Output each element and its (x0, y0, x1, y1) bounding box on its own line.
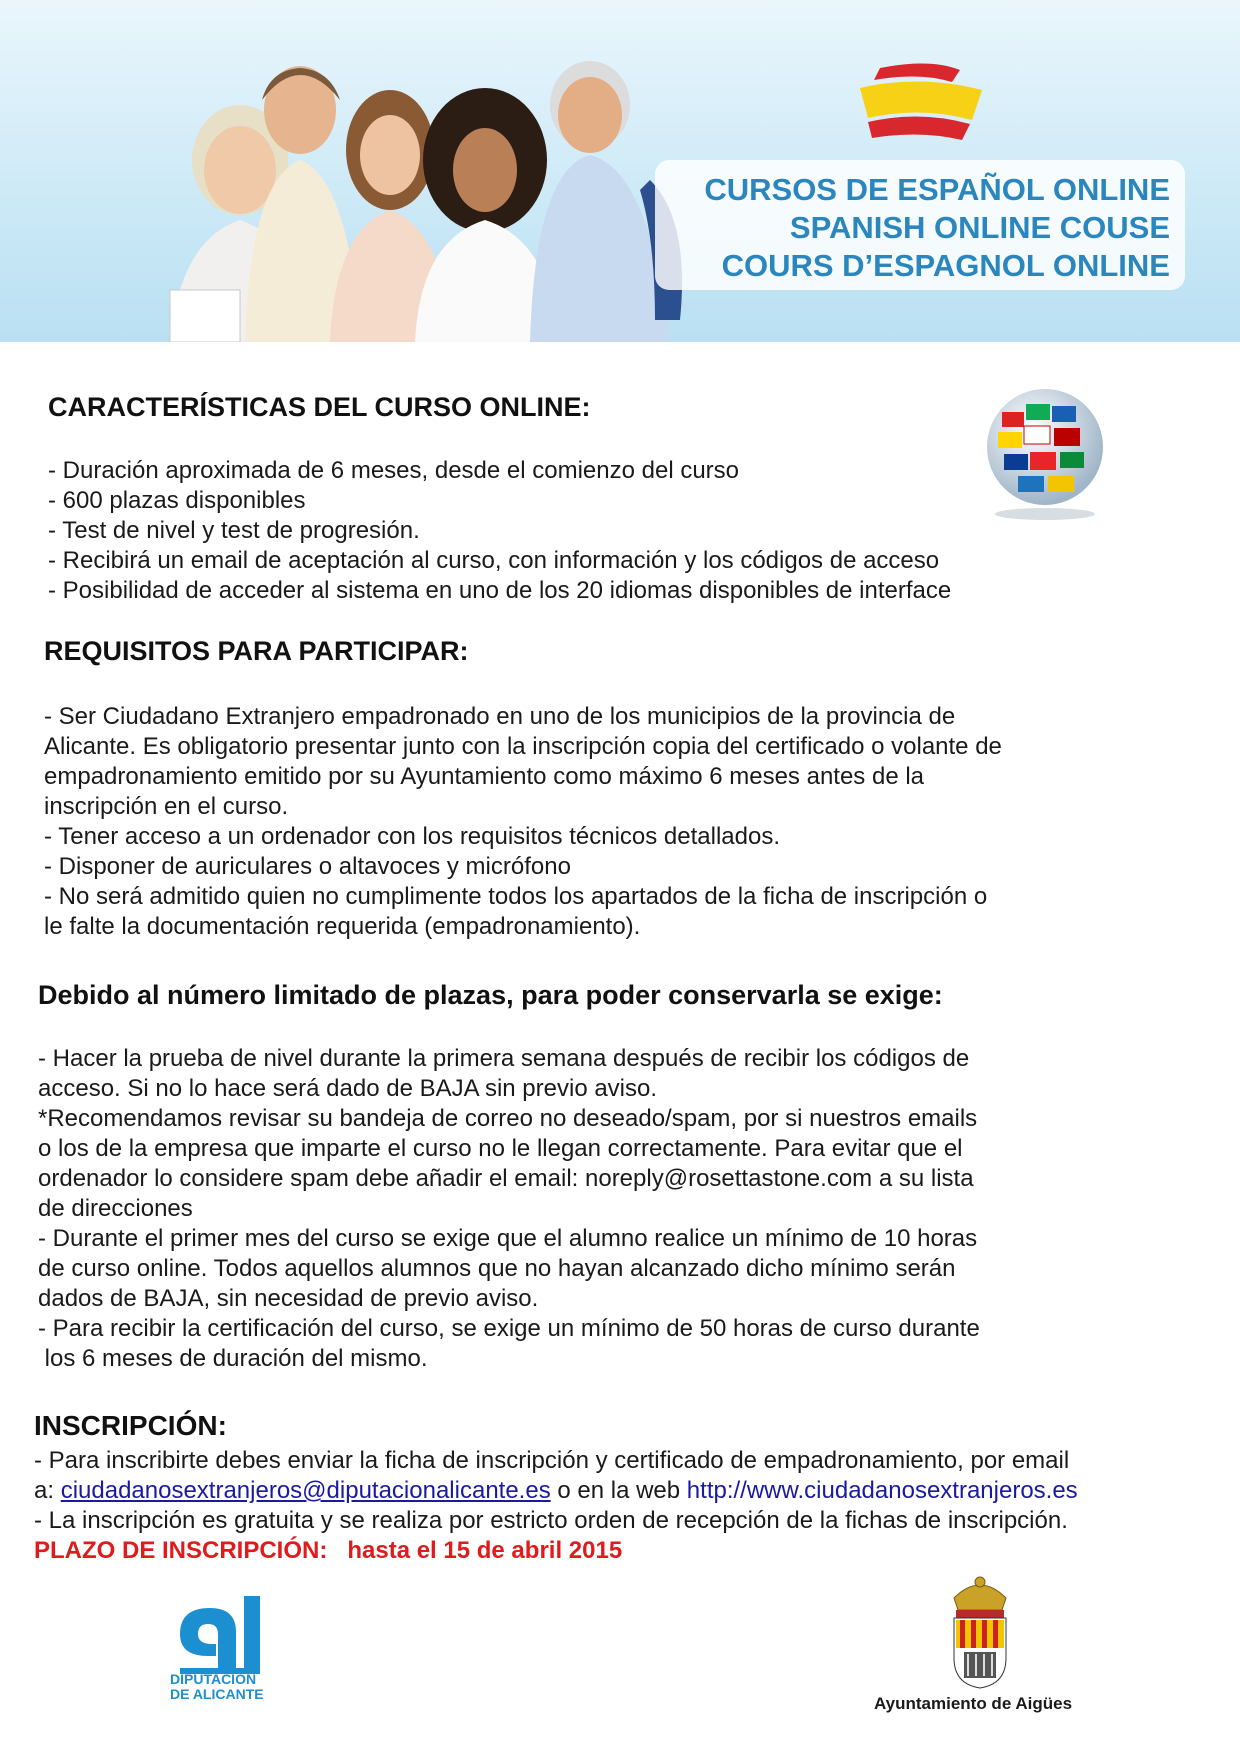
requirements-line: empadronamiento emitido por su Ayuntamiento como máximo 6 meses antes de la (44, 763, 925, 790)
inscription-prefix: a: (34, 1477, 61, 1504)
requirements-line: - Ser Ciudadano Extranjero empadronado en uno de los municipios de la provincia de (44, 703, 956, 730)
email-link[interactable]: ciudadanosextranjeros@diputacionalicante.es (60, 1477, 551, 1504)
feature-item: - Test de nivel y test de progresión. (48, 517, 420, 544)
limited-line: - Durante el primer mes del curso se exige que el alumno realice un mínimo de 10 horas (38, 1225, 978, 1252)
inscription-heading: INSCRIPCIÓN: (34, 1410, 227, 1441)
features-heading: CARACTERÍSTICAS DEL CURSO ONLINE: (48, 392, 591, 422)
limited-line: los 6 meses de duración del mismo. (38, 1345, 428, 1372)
flags-globe-icon (980, 382, 1105, 522)
requirements-line: - No será admitido quien no cumplimente todos los apartados de la ficha de inscripción o (44, 883, 988, 910)
limited-line: dados de BAJA, sin necesidad de previo aviso. (38, 1285, 539, 1312)
feature-item: - Duración aproximada de 6 meses, desde el comienzo del curso (48, 457, 740, 484)
inscription-contact-line (34, 1476, 1078, 1506)
limited-line: o los de la empresa que imparte el curso no le llegan correctamente. Para evitar que el (38, 1135, 963, 1162)
limited-line: acceso. Si no lo hace será dado de BAJA sin previo aviso. (38, 1075, 658, 1102)
website-link[interactable]: http://www.ciudadanosextranjeros.es (686, 1477, 1078, 1504)
limited-line: - Para recibir la certificación del curso, se exige un mínimo de 50 horas de curso durante (38, 1315, 980, 1342)
limited-line: *Recomendamos revisar su bandeja de correo no deseado/spam, por si nuestros emails (38, 1105, 978, 1132)
limited-line: de curso online. Todos aquellos alumnos que no hayan alcanzado dicho mínimo serán (38, 1255, 956, 1282)
requirements-line: inscripción en el curso. (44, 793, 289, 820)
feature-item: - Recibirá un email de aceptación al curso, con información y los códigos de acceso (48, 547, 940, 574)
feature-item: - Posibilidad de acceder al sistema en uno de los 20 idiomas disponibles de interface (48, 577, 952, 604)
ayuntamiento-name: Ayuntamiento de Aigües (874, 1694, 1073, 1713)
title-english: SPANISH ONLINE COUSE (789, 210, 1170, 245)
inscription-line: - Para inscribirte debes enviar la ficha de inscripción y certificado de empadronamiento, por email (34, 1447, 1070, 1474)
title-french: COURS D’ESPAGNOL ONLINE (721, 248, 1170, 283)
deadline-text: PLAZO DE INSCRIPCIÓN: hasta el 15 de abril 2015 (34, 1537, 623, 1564)
inscription-line: - La inscripción es gratuita y se realiza por estricto orden de recepción de la fichas de inscripción. (34, 1507, 1068, 1534)
students-photo (150, 40, 710, 342)
requirements-heading: REQUISITOS PARA PARTICIPAR: (44, 636, 469, 666)
limited-line: - Hacer la prueba de nivel durante la primera semana después de recibir los códigos de (38, 1045, 970, 1072)
requirements-line: le falte la documentación requerida (empadronamiento). (44, 913, 641, 940)
title-spanish: CURSOS DE ESPAÑOL ONLINE (704, 172, 1170, 207)
limited-line: de direcciones (38, 1195, 193, 1222)
requirements-line: - Tener acceso a un ordenador con los requisitos técnicos detallados. (44, 823, 780, 850)
feature-item: - 600 plazas disponibles (48, 487, 306, 514)
diputacion-name (170, 1672, 264, 1702)
aigues-crest (946, 1568, 1014, 1690)
diputacion-line1: DIPUTACIÓN (170, 1671, 257, 1687)
requirements-line: Alicante. Es obligatorio presentar junto con la inscripción copia del certificado o volante de (44, 733, 1002, 760)
limited-line: ordenador lo considere spam debe añadir el email: noreply@rosettastone.com a su lista (38, 1165, 974, 1192)
spain-flag-icon (850, 60, 990, 150)
diputacion-line2: DE ALICANTE (170, 1686, 264, 1702)
requirements-line: - Disponer de auriculares o altavoces y micrófono (44, 853, 571, 880)
inscription-mid: o en la web (550, 1477, 687, 1504)
limited-heading: Debido al número limitado de plazas, para poder conservarla se exige: (38, 980, 943, 1010)
